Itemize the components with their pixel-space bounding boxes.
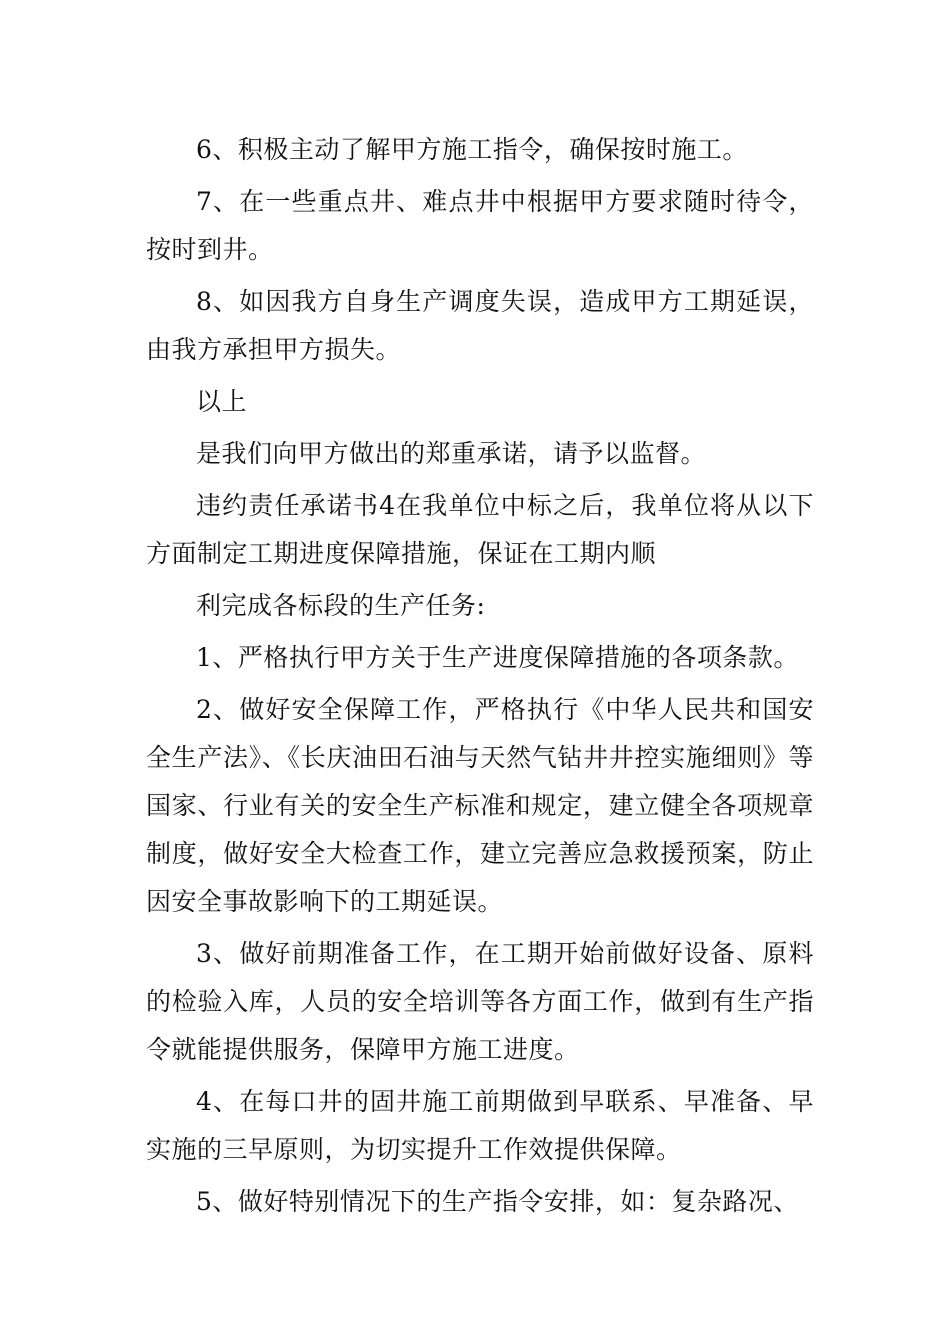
- document-body: [146, 126, 814, 1230]
- paragraph-item-3: 3、做好前期准备工作，在工期开始前做好设备、原料的检验入库，人员的安全培训等各方面工作，做到有生产指令就能提供服务，保障甲方施工进度。: [146, 939, 814, 1064]
- paragraph-task-completion: 利完成各标段的生产任务:: [196, 591, 486, 620]
- paragraph-item-8: 8、如因我方自身生产调度失误，造成甲方工期延误，由我方承担甲方损失。: [146, 287, 814, 364]
- paragraph-above: 以上: [196, 387, 248, 416]
- paragraph-liability-intro: 违约责任承诺书4在我单位中标之后，我单位将从以下方面制定工期进度保障措施，保证在工期内顺: [146, 491, 814, 568]
- paragraph-item-5: 5、做好特别情况下的生产指令安排，如：复杂路况、: [196, 1187, 799, 1216]
- paragraph-item-1: 1、严格执行甲方关于生产进度保障措施的各项条款。: [196, 643, 799, 672]
- paragraph-item-4: 4、在每口井的固井施工前期做到早联系、早准备、早实施的三早原则，为切实提升工作效提供保障。: [146, 1087, 814, 1164]
- paragraph-item-7: 7、在一些重点井、难点井中根据甲方要求随时待令，按时到井。: [146, 187, 814, 264]
- paragraph-commitment: 是我们向甲方做出的郑重承诺，请予以监督。: [196, 439, 707, 468]
- paragraph-item-6: 6、积极主动了解甲方施工指令，确保按时施工。: [196, 135, 748, 164]
- paragraph-item-2: 2、做好安全保障工作，严格执行《中华人民共和国安全生产法》、《长庆油田石油与天然气钻井井控实施细则》等国家、行业有关的安全生产标准和规定，建立健全各项规章制度，做好安全大检查工作，建立完善应急救援预案，防止因安全事故影响下的工期延误。: [146, 695, 814, 916]
